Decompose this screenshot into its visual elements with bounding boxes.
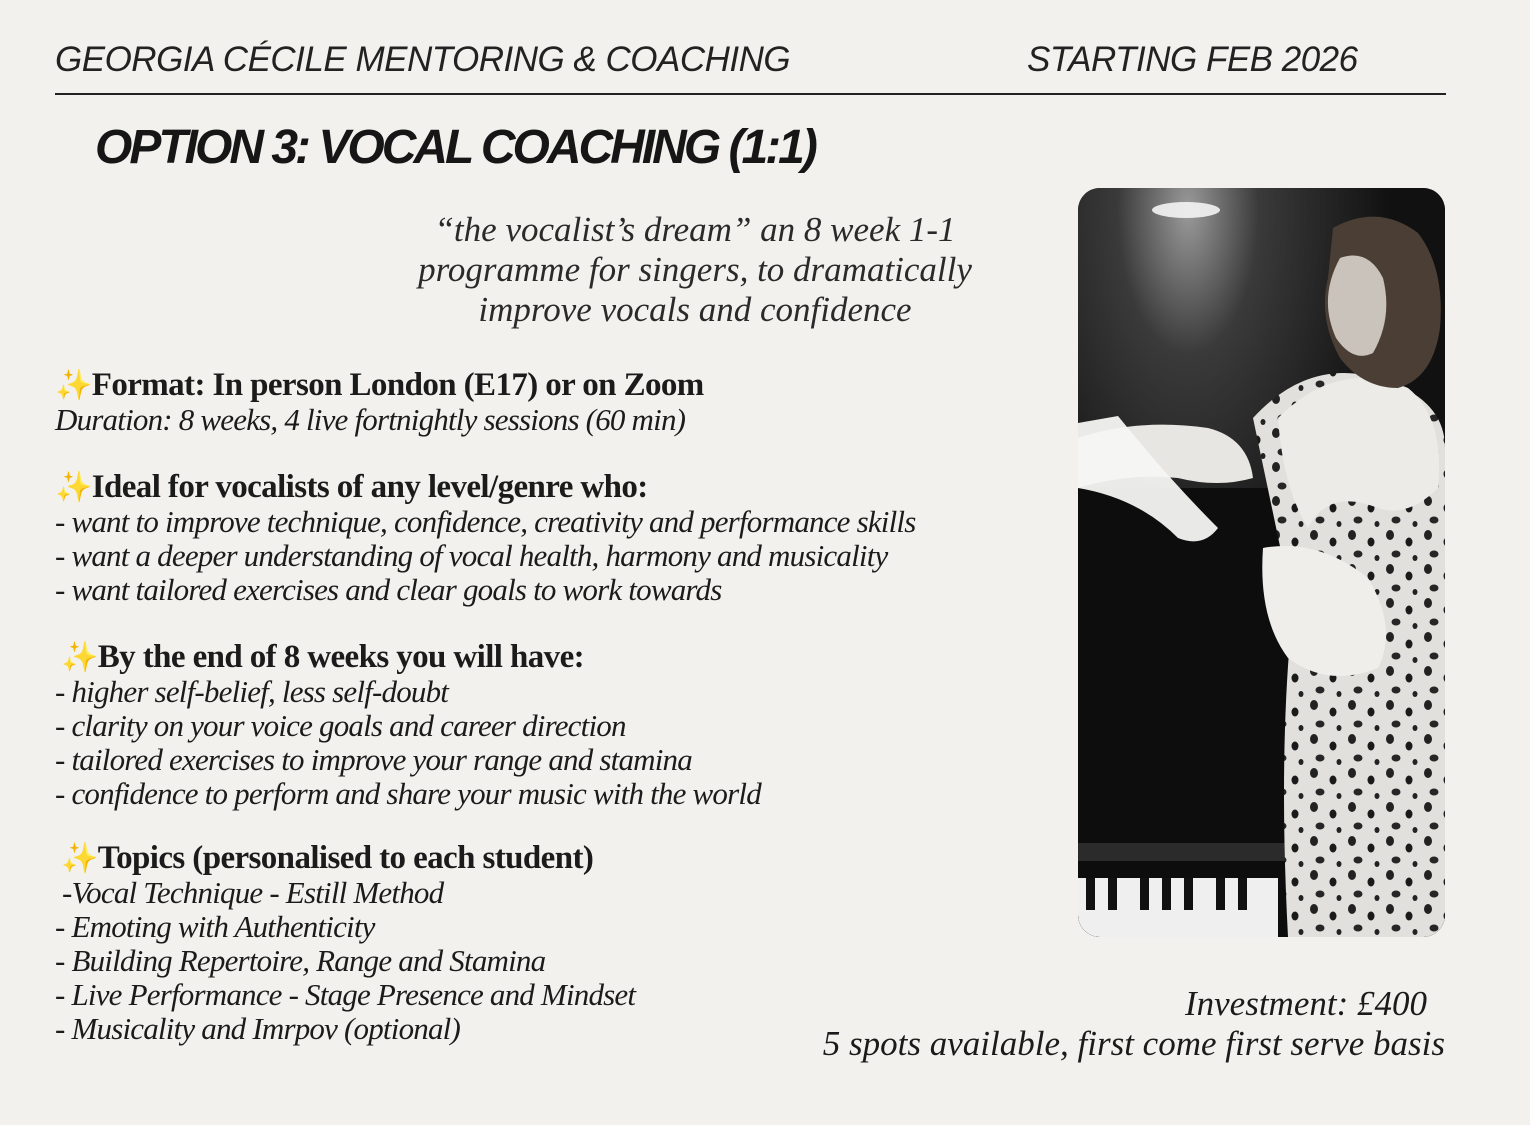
list-item: - Building Repertoire, Range and Stamina (55, 943, 546, 978)
list-item: - want a deeper understanding of vocal health, harmony and musicality (55, 538, 888, 573)
investment-price: Investment: £400 (1184, 984, 1427, 1023)
section-ideal-for (55, 470, 916, 607)
list-item: - want to improve technique, confidence, creativity and performance skills (55, 504, 916, 539)
spots-available-note: 5 spots available, first come first serve basis (822, 1024, 1445, 1063)
tagline-line: improve vocals and confidence (478, 290, 912, 329)
section-heading-text: Topics (personalised to each student) (97, 840, 594, 876)
list-item: - want tailored exercises and clear goals to work towards (55, 572, 722, 607)
list-item: - clarity on your voice goals and career direction (55, 708, 626, 743)
tagline (395, 210, 995, 330)
tagline-line: programme for singers, to dramatically (418, 250, 972, 289)
list-item: - Live Performance - Stage Presence and Mindset (55, 977, 636, 1012)
section-topics (55, 841, 635, 1046)
singer-photo-illustration (1078, 188, 1445, 937)
list-item: - Emoting with Authenticity (55, 909, 375, 944)
sparkles-icon: ✨ (55, 369, 92, 402)
list-item: Duration: 8 weeks, 4 live fortnightly sessions (60 min) (55, 402, 686, 437)
section-outcomes (55, 640, 761, 811)
header-start-date: STARTING FEB 2026 (1027, 40, 1358, 79)
section-heading (55, 368, 704, 403)
header-divider (55, 93, 1446, 95)
singer-photo (1078, 188, 1445, 937)
section-heading-text: Format: In person London (E17) or on Zoom (91, 367, 704, 403)
sparkles-icon: ✨ (61, 842, 98, 875)
list-item: - confidence to perform and share your music with the world (55, 776, 761, 811)
list-item: - tailored exercises to improve your range and stamina (55, 742, 692, 777)
section-heading-text: Ideal for vocalists of any level/genre who: (91, 469, 648, 505)
sparkles-icon: ✨ (55, 471, 92, 504)
list-item: - Musicality and Imrpov (optional) (55, 1011, 460, 1046)
section-heading (61, 841, 635, 876)
section-heading (55, 470, 916, 505)
section-format (55, 368, 704, 437)
tagline-line: “the vocalist’s dream” an 8 week 1-1 (434, 210, 956, 249)
header-brand: GEORGIA CÉCILE MENTORING & COACHING (55, 40, 791, 79)
section-heading-text: By the end of 8 weeks you will have: (97, 639, 585, 675)
list-item: -Vocal Technique - Estill Method (55, 875, 444, 910)
list-item: - higher self-belief, less self-doubt (55, 674, 449, 709)
sparkles-icon: ✨ (61, 641, 98, 674)
section-heading (61, 640, 761, 675)
page-title: OPTION 3: VOCAL COACHING (1:1) (95, 121, 815, 174)
investment-info (823, 984, 1445, 1064)
